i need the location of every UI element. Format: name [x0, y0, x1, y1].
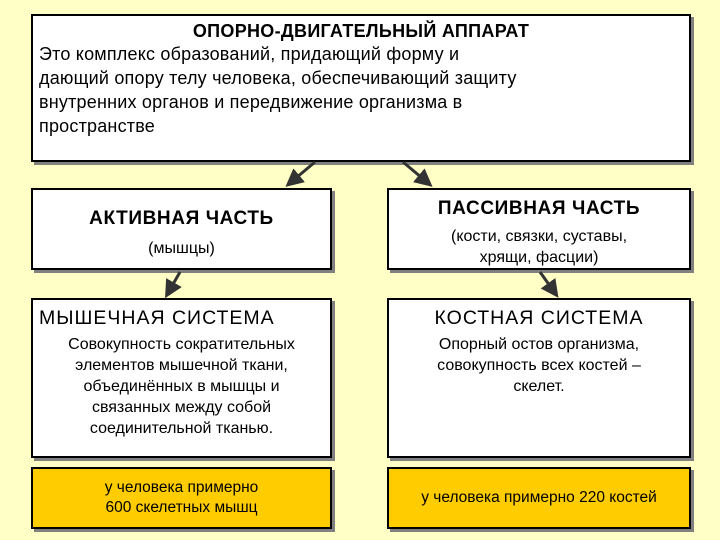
arrow-to-passive: [403, 162, 428, 183]
muscle-count-line: у человека примерно: [104, 479, 259, 496]
muscle-desc-line: соединительной тканью.: [89, 420, 274, 437]
active-part-box: [31, 188, 332, 270]
muscle-count-box: [31, 467, 332, 529]
muscle-desc-line: элементов мышечной ткани,: [75, 357, 288, 374]
diagram-title: ОПОРНО-ДВИГАТЕЛЬНЫЙ АППАРАТ: [192, 21, 530, 41]
passive-part-title: ПАССИВНАЯ ЧАСТЬ: [437, 198, 641, 219]
definition-text: [39, 42, 683, 138]
bone-system-box: [387, 298, 691, 458]
bone-count-box: [387, 467, 691, 529]
definition-line: внутренних органов и передвижение организма в: [39, 92, 463, 112]
muscle-system-description: [33, 334, 330, 439]
definition-line: дающий опору телу человека, обеспечивающий защиту: [39, 68, 517, 88]
arrow-to-bone-system: [540, 272, 555, 293]
passive-part-subtitle-line: (кости, связки, суставы,: [450, 228, 628, 245]
definition-line: Это комплекс образований, придающий форму и: [39, 44, 460, 64]
active-part-subtitle: (мышцы): [148, 240, 215, 257]
muscle-count-line: 600 скелетных мышц: [105, 499, 258, 516]
muscle-desc-line: объединённых в мышцы и: [83, 378, 280, 395]
bone-desc-line: Опорный остов организма,: [438, 336, 640, 353]
passive-part-subtitle-line: хрящи, фасции): [479, 249, 599, 266]
muscle-desc-line: связанных между собой: [91, 399, 272, 416]
definition-box: [31, 14, 691, 162]
bone-system-title: КОСТНАЯ СИСТЕМА: [434, 307, 644, 329]
muscle-system-title: МЫШЕЧНАЯ СИСТЕМА: [39, 307, 275, 329]
active-part-title: АКТИВНАЯ ЧАСТЬ: [89, 208, 274, 229]
arrow-to-muscle-system: [168, 272, 180, 293]
passive-part-box: [387, 188, 691, 270]
definition-line: пространстве: [39, 116, 155, 136]
muscle-desc-line: Совокупность сократительных: [68, 336, 295, 353]
bone-desc-line: совокупность всех костей –: [437, 357, 641, 374]
bone-desc-line: скелет.: [513, 378, 565, 395]
bone-system-description: [389, 334, 689, 397]
bone-count-text: у человека примерно 220 костей: [421, 489, 657, 506]
muscle-system-box: [31, 298, 332, 458]
arrow-to-active: [290, 162, 315, 183]
